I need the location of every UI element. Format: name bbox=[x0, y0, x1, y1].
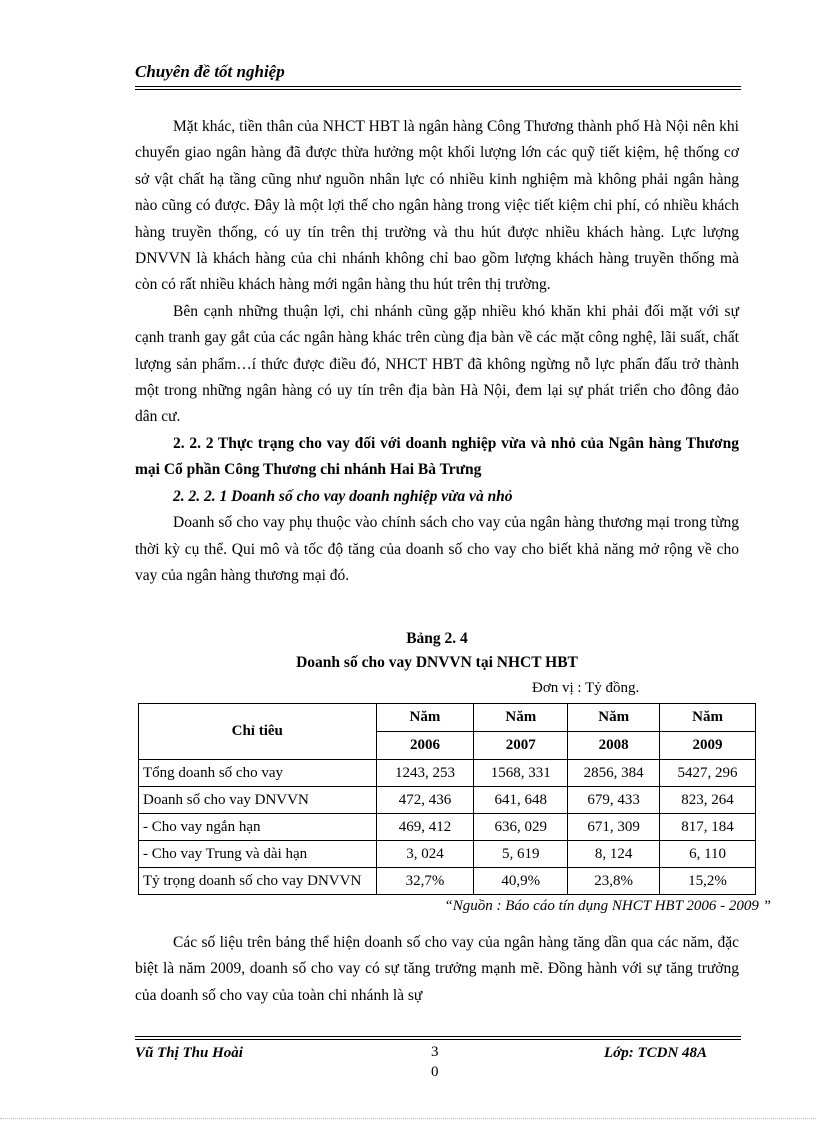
cell-value: 5427, 296 bbox=[660, 760, 756, 787]
year-header-line1: Năm bbox=[474, 704, 568, 732]
table-row bbox=[139, 868, 756, 895]
table-header-row bbox=[139, 704, 756, 732]
year-header-line1: Năm bbox=[376, 704, 474, 732]
header-label: Chỉ tiêu bbox=[139, 704, 377, 760]
row-label: Tỷ trọng doanh số cho vay DNVVN bbox=[139, 868, 377, 895]
table-title: Doanh số cho vay DNVVN tại NHCT HBT bbox=[296, 654, 578, 671]
table-row bbox=[139, 787, 756, 814]
cell-value: 3, 024 bbox=[376, 841, 474, 868]
table-unit: Đơn vị : Tỷ đồng. bbox=[532, 680, 640, 696]
section-heading: 2. 2. 2 Thực trạng cho vay đối với doanh nghiệp vừa và nhỏ của Ngân hàng Thương mại Cổ phần Công Thương chi nhánh Hai Bà Trưng bbox=[135, 434, 739, 479]
year-header-line2: 2008 bbox=[568, 732, 660, 760]
header-rule bbox=[135, 86, 741, 87]
intro-paragraph: Doanh số cho vay phụ thuộc vào chính sách cho vay của ngân hàng thương mại trong từng thời kỳ cụ thể. Qui mô và tốc độ tăng của doanh số cho vay cho biết khả năng mở rộng về cho vay của ngân hàng thương mại đó. bbox=[135, 514, 739, 584]
cell-value: 469, 412 bbox=[376, 814, 474, 841]
cell-value: 1243, 253 bbox=[376, 760, 474, 787]
footer-rule bbox=[135, 1036, 741, 1037]
cell-value: 472, 436 bbox=[376, 787, 474, 814]
loan-table bbox=[138, 703, 756, 895]
cell-value: 32,7% bbox=[376, 868, 474, 895]
row-label: - Cho vay Trung và dài hạn bbox=[139, 841, 377, 868]
year-header-line2: 2006 bbox=[376, 732, 474, 760]
page-edge-divider bbox=[0, 1118, 816, 1119]
table-source: “Nguồn : Báo cáo tín dụng NHCT HBT 2006 - 2009 ” bbox=[444, 898, 771, 914]
header-rule-double bbox=[135, 89, 741, 90]
cell-value: 823, 264 bbox=[660, 787, 756, 814]
paragraph-1: Mặt khác, tiền thân của NHCT HBT là ngân hàng Công Thương thành phố Hà Nội nên khi chuyển giao ngân hàng đã được thừa hưởng một khối lượng lớn các quỹ tiết kiệm, hệ thống cơ sở vật chất hạ tầng cũng như nguồn nhân lực có nhiều kinh nghiệm mà không phải ngân hàng nào cũng có được. Đây là một lợi thế cho ngân hàng trong việc tiết kiệm chi phí, có nhiều khách hàng truyền thống, có uy tín trên thị trường và thu hút được nhiều khách hàng. Lực lượng DNVVN là khách hàng của chi nhánh không chỉ bao gồm lượng khách hàng truyền thống mà còn có rất nhiều khách hàng mới ngân hàng thu hút trên thị trường. bbox=[135, 118, 739, 294]
cell-value: 40,9% bbox=[474, 868, 568, 895]
year-header-line1: Năm bbox=[660, 704, 756, 732]
paragraph-2: Bên cạnh những thuận lợi, chi nhánh cũng gặp nhiều khó khăn khi phải đối mặt với sự cạnh tranh gay gắt của các ngân hàng khác trên cùng địa bàn về các mặt công nghệ, lãi suất, chất lượng sản phẩm…í thức được điều đó, NHCT HBT đã không ngừng nỗ lực phấn đấu trở thành một trong những ngân hàng có uy tín trên địa bàn Hà Nội, đem lại sự phát triển cho đông đảo dân cư. bbox=[135, 302, 739, 426]
row-label: Doanh số cho vay DNVVN bbox=[139, 787, 377, 814]
subsection-heading: 2. 2. 2. 1 Doanh số cho vay doanh nghiệp vừa và nhỏ bbox=[173, 487, 513, 505]
table-row bbox=[139, 814, 756, 841]
cell-value: 15,2% bbox=[660, 868, 756, 895]
year-header-line2: 2009 bbox=[660, 732, 756, 760]
cell-value: 5, 619 bbox=[474, 841, 568, 868]
cell-value: 671, 309 bbox=[568, 814, 660, 841]
row-label: Tổng doanh số cho vay bbox=[139, 760, 377, 787]
cell-value: 6, 110 bbox=[660, 841, 756, 868]
cell-value: 23,8% bbox=[568, 868, 660, 895]
closing-paragraph: Các số liệu trên bảng thể hiện doanh số cho vay của ngân hàng tăng dần qua các năm, đặc biệt là năm 2009, doanh số cho vay có sự tăng trưởng mạnh mẽ. Đồng hành với sự tăng trưởng của doanh số cho vay của toàn chi nhánh là sự bbox=[135, 934, 739, 1004]
footer-class: Lớp: TCDN 48A bbox=[604, 1045, 708, 1061]
closing-text bbox=[135, 930, 739, 1009]
cell-value: 641, 648 bbox=[474, 787, 568, 814]
year-header-line2: 2007 bbox=[474, 732, 568, 760]
cell-value: 2856, 384 bbox=[568, 760, 660, 787]
cell-value: 1568, 331 bbox=[474, 760, 568, 787]
cell-value: 679, 433 bbox=[568, 787, 660, 814]
page-number: 30 bbox=[431, 1044, 439, 1080]
footer-author: Vũ Thị Thu Hoài bbox=[135, 1045, 243, 1061]
footer-rule-double bbox=[135, 1039, 741, 1040]
year-header-line1: Năm bbox=[568, 704, 660, 732]
table-row bbox=[139, 760, 756, 787]
cell-value: 636, 029 bbox=[474, 814, 568, 841]
row-label: - Cho vay ngắn hạn bbox=[139, 814, 377, 841]
cell-value: 817, 184 bbox=[660, 814, 756, 841]
cell-value: 8, 124 bbox=[568, 841, 660, 868]
header-title: Chuyên đề tốt nghiệp bbox=[135, 62, 285, 81]
body-text bbox=[135, 114, 739, 589]
table-number: Bảng 2. 4 bbox=[406, 630, 468, 647]
table-row bbox=[139, 841, 756, 868]
